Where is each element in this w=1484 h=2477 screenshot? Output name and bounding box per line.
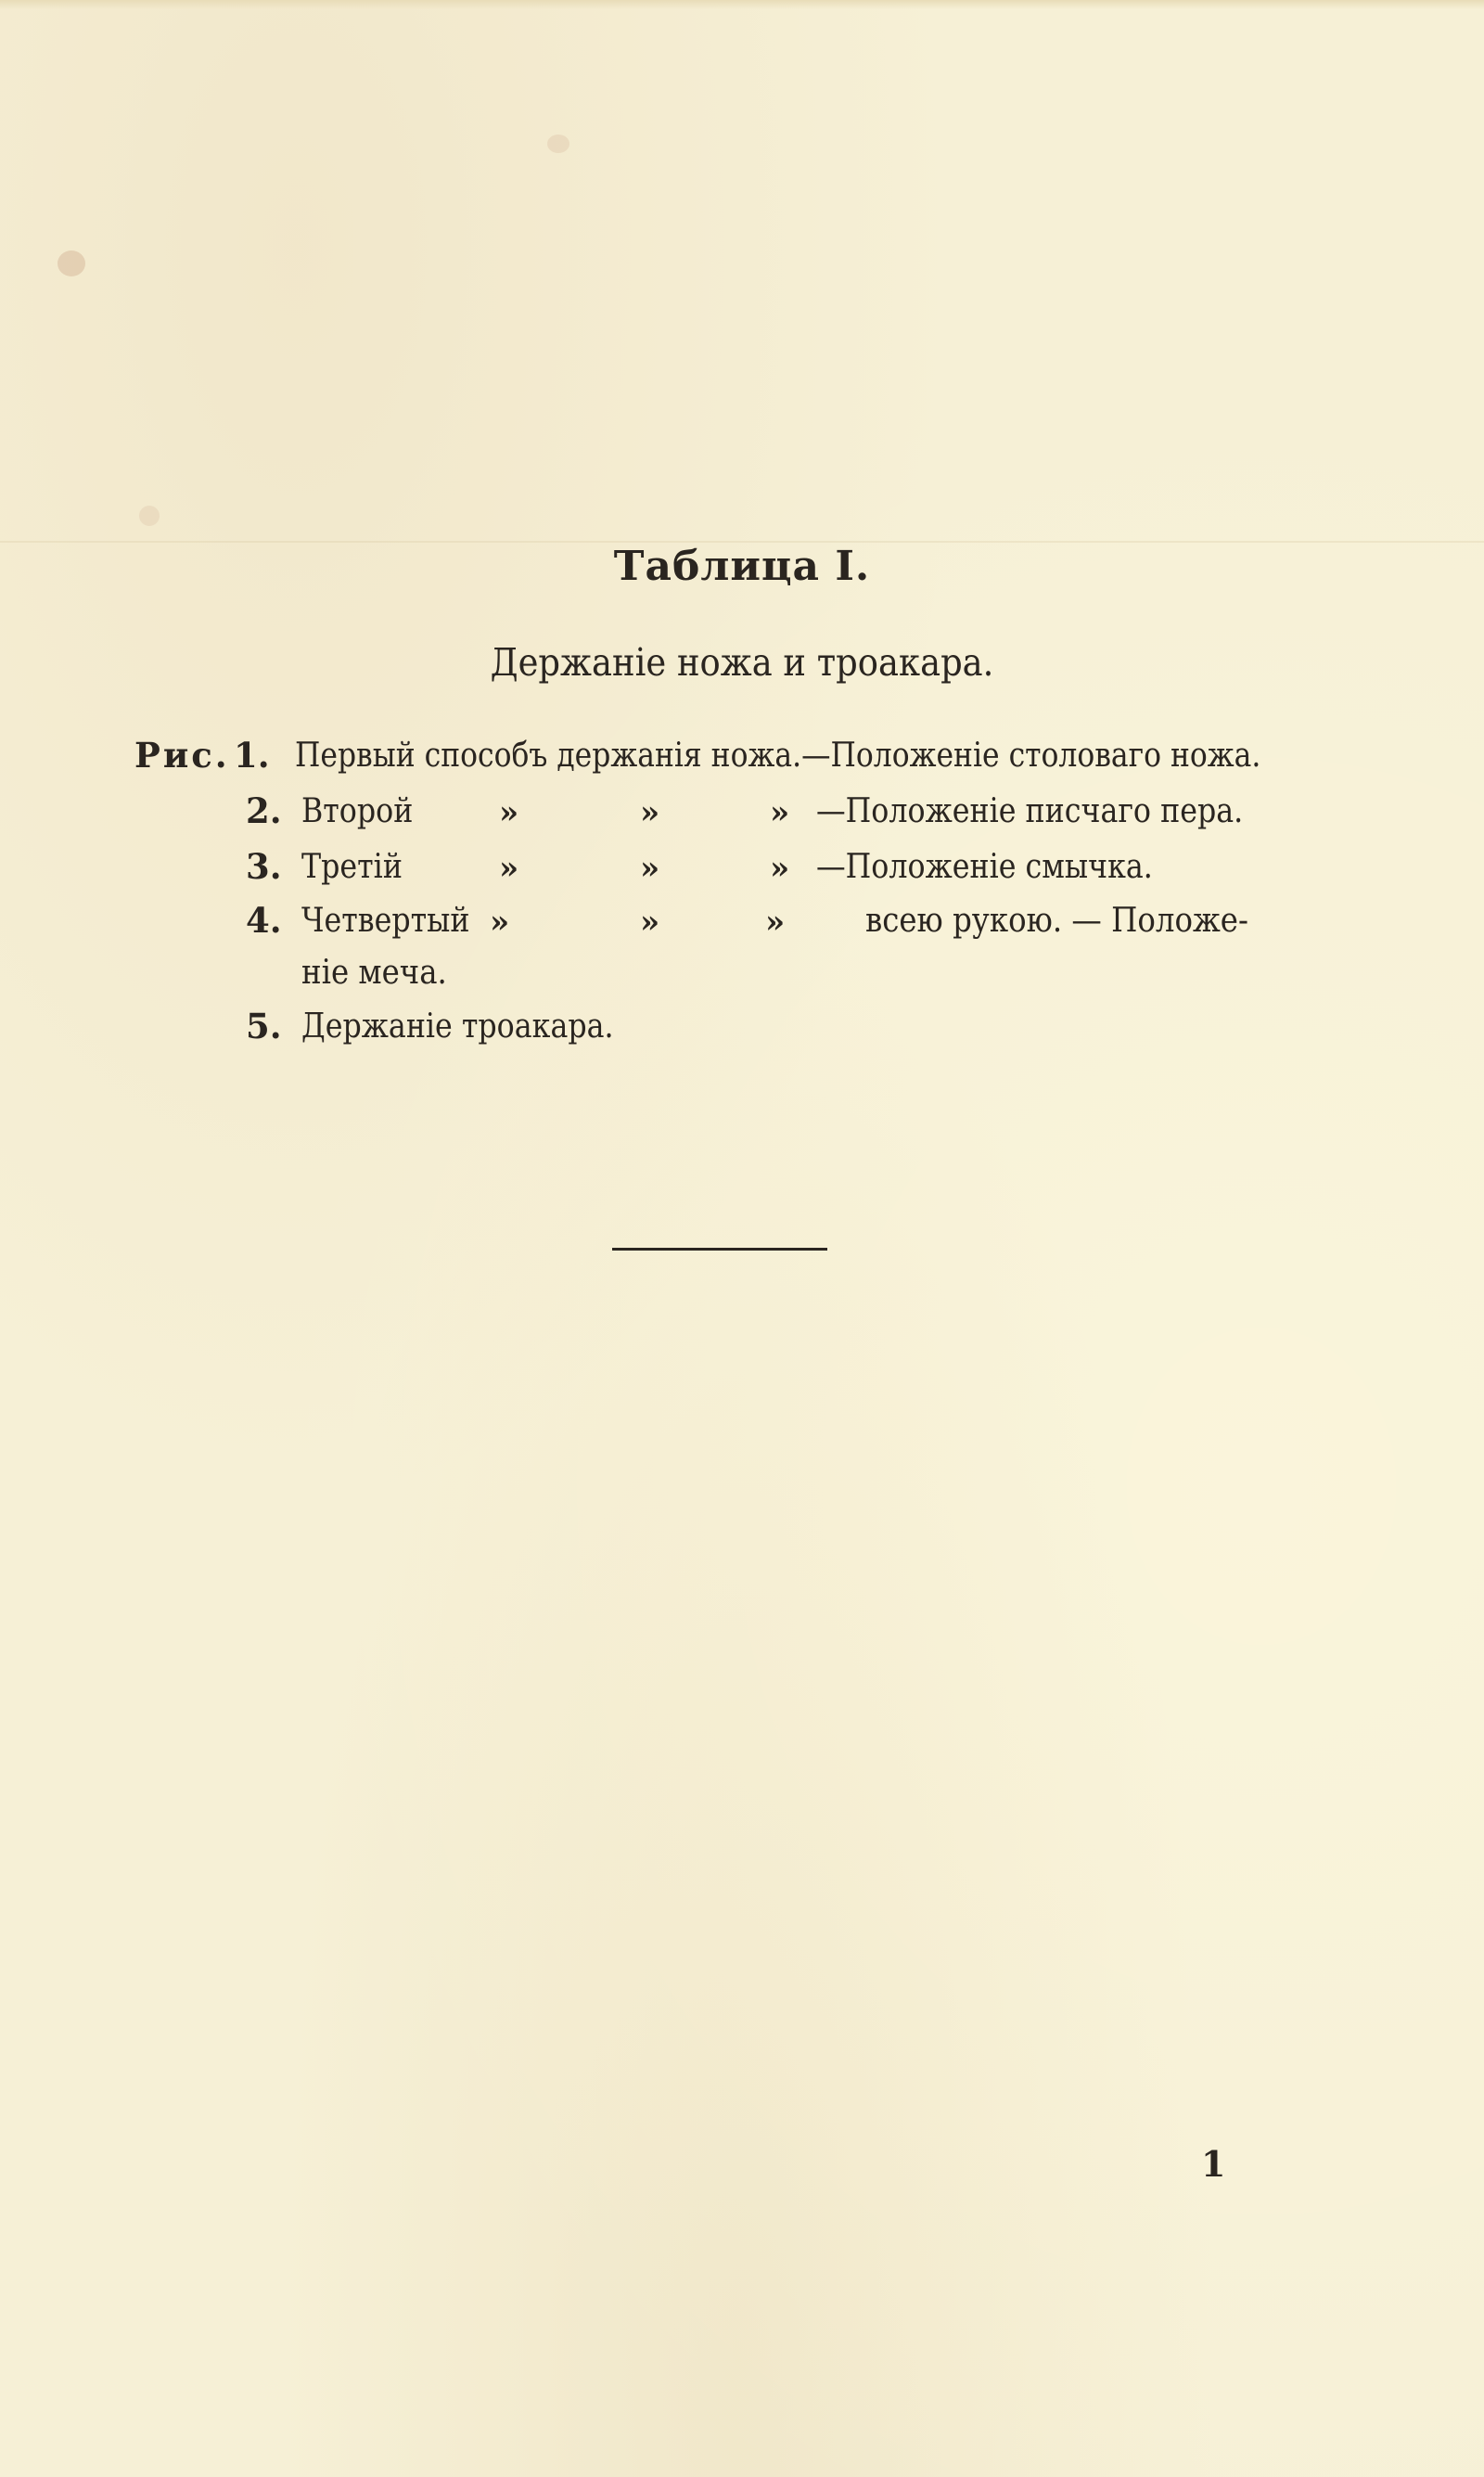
figure-name: Третій (301, 848, 403, 886)
figure-description-continuation: ніе меча. (301, 954, 447, 992)
paper-stain (58, 250, 85, 276)
figure-name: Четвертый (301, 902, 470, 940)
paper-stain (547, 135, 569, 153)
ditto-mark: » (490, 904, 510, 941)
ditto-mark: » (770, 850, 790, 887)
figure-description: всею рукою. — Положе- (865, 902, 1248, 940)
ditto-mark: » (640, 904, 660, 941)
figure-number: 3. (246, 846, 282, 887)
ditto-mark: » (770, 794, 790, 831)
page-number: 1 (1201, 2143, 1226, 2185)
ditto-mark: » (765, 904, 786, 941)
table-title: Таблица I. (613, 543, 871, 590)
ditto-mark: » (640, 850, 660, 887)
figure-number: 4. (246, 900, 282, 941)
figure-label: Рис. (134, 735, 230, 776)
table-subtitle: Держаніе ножа и троакара. (490, 640, 994, 685)
figure-description: —Положеніе смычка. (816, 848, 1153, 886)
figure-number: 1. (234, 735, 270, 776)
figure-number: 5. (246, 1006, 282, 1046)
ditto-mark: » (499, 850, 519, 887)
figure-name: Второй (301, 792, 414, 830)
ditto-mark: » (640, 794, 660, 831)
horizontal-rule (612, 1248, 827, 1251)
figure-description: —Положеніе писчаго пера. (816, 792, 1244, 830)
figure-description: Держаніе троакара. (301, 1007, 614, 1046)
page-edge-shadow (0, 0, 1484, 9)
ditto-mark: » (499, 794, 519, 831)
figure-number: 2. (246, 790, 282, 831)
paper-stain (139, 506, 160, 526)
figure-description: Первый способъ держанія ножа.—Положеніе столоваго ножа. (295, 737, 1261, 775)
